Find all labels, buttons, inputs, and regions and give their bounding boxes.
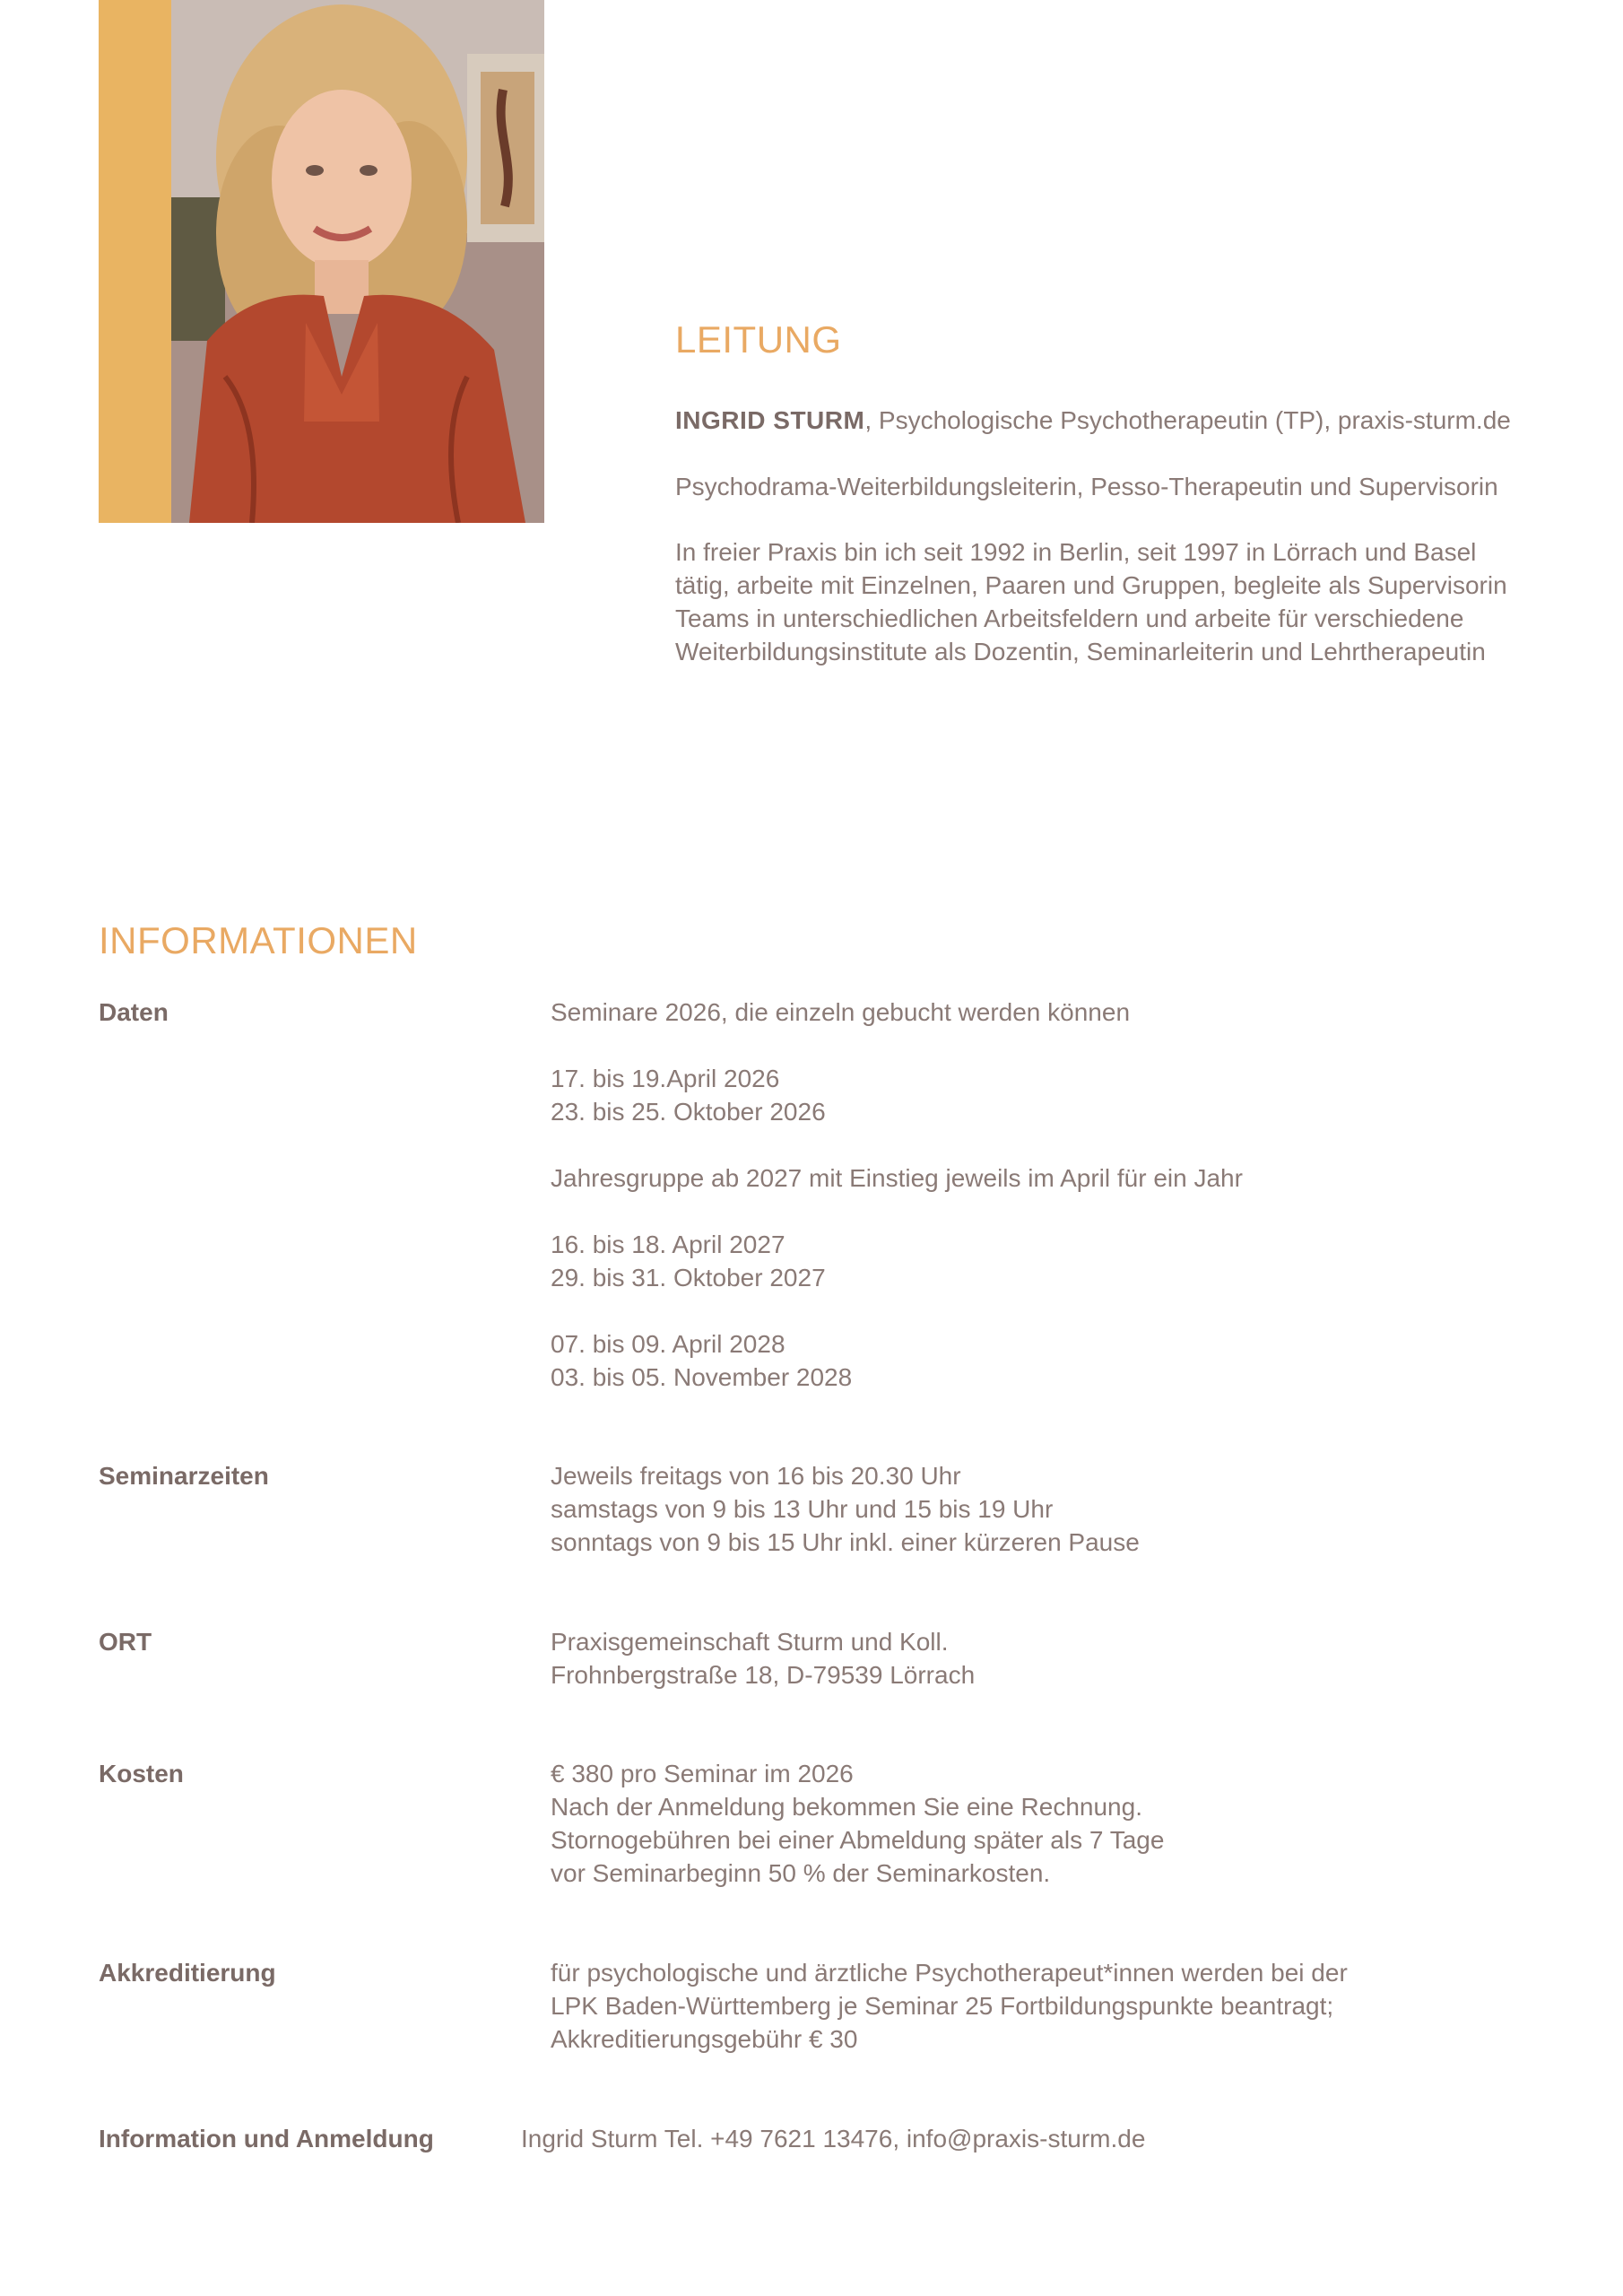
akkreditierung-line: LPK Baden-Württemberg je Seminar 25 Fortbildungspunkte beantragt; — [551, 1992, 1334, 2020]
akkreditierung-line: für psychologische und ärztliche Psychotherapeut*innen werden bei der — [551, 1959, 1348, 1987]
anmeldung-block — [521, 2122, 1552, 2155]
seminarzeiten-block — [551, 1459, 1582, 1559]
informationen-heading: INFORMATIONEN — [99, 919, 418, 961]
ort-block — [551, 1625, 1582, 1692]
akkreditierung-line: Akkreditierungsgebühr € 30 — [551, 2025, 858, 2053]
accent-bar — [99, 0, 171, 523]
bio-line: In freier Praxis bin ich seit 1992 in Berlin, seit 1997 in Lörrach und Basel — [675, 538, 1477, 566]
akkreditierung-block — [551, 1956, 1582, 2056]
bio-line: tätig, arbeite mit Einzelnen, Paaren und Gruppen, begleite als Supervisorin — [675, 571, 1507, 599]
jahresgruppe-text: Jahresgruppe ab 2027 mit Einstieg jeweils im April für ein Jahr — [551, 1164, 1243, 1192]
kosten-line: Nach der Anmeldung bekommen Sie eine Rechnung. — [551, 1793, 1142, 1821]
akkreditierung-label: Akkreditierung — [99, 1959, 276, 1987]
anmeldung-label: Information und Anmeldung — [99, 2125, 434, 2152]
leitung-name-line — [675, 404, 1554, 437]
leitung-heading: LEITUNG — [675, 318, 842, 361]
seminarzeiten-line: sonntags von 9 bis 15 Uhr inkl. einer kürzeren Pause — [551, 1528, 1140, 1556]
kosten-block — [551, 1757, 1582, 1890]
bio-line: Weiterbildungsinstitute als Dozentin, Seminarleiterin und Lehrtherapeutin — [675, 638, 1486, 665]
date-item: 16. bis 18. April 2027 — [551, 1231, 785, 1258]
seminarzeiten-line: samstags von 9 bis 13 Uhr und 15 bis 19 Uhr — [551, 1495, 1054, 1523]
leitung-name: INGRID STURM — [675, 406, 865, 434]
ort-line: Praxisgemeinschaft Sturm und Koll. — [551, 1628, 949, 1656]
kosten-line: € 380 pro Seminar im 2026 — [551, 1760, 854, 1787]
date-item: 03. bis 05. November 2028 — [551, 1363, 853, 1391]
seminarzeiten-line: Jeweils freitags von 16 bis 20.30 Uhr — [551, 1462, 961, 1490]
leitung-bio — [675, 535, 1554, 668]
ort-line: Frohnbergstraße 18, D-79539 Lörrach — [551, 1661, 976, 1689]
kosten-line: Stornogebühren bei einer Abmeldung später als 7 Tage — [551, 1826, 1165, 1854]
daten-block — [551, 996, 1582, 1394]
date-item: 23. bis 25. Oktober 2026 — [551, 1098, 826, 1126]
date-item: 07. bis 09. April 2028 — [551, 1330, 785, 1358]
seminarzeiten-label: Seminarzeiten — [99, 1462, 269, 1490]
daten-intro: Seminare 2026, die einzeln gebucht werden können — [551, 998, 1131, 1026]
kosten-label: Kosten — [99, 1760, 184, 1787]
leitung-roles: Psychodrama-Weiterbildungsleiterin, Pesso-Therapeutin und Supervisorin — [675, 473, 1498, 500]
daten-label: Daten — [99, 998, 169, 1026]
bio-line: Teams in unterschiedlichen Arbeitsfeldern und arbeite für verschiedene — [675, 604, 1464, 632]
anmeldung-contact: Ingrid Sturm Tel. +49 7621 13476, info@praxis-sturm.de — [521, 2125, 1146, 2152]
date-item: 29. bis 31. Oktober 2027 — [551, 1264, 826, 1292]
ort-label: ORT — [99, 1628, 152, 1656]
leitung-title: , Psychologische Psychotherapeutin (TP), praxis-sturm.de — [864, 406, 1511, 434]
date-item: 17. bis 19.April 2026 — [551, 1065, 780, 1092]
kosten-line: vor Seminarbeginn 50 % der Seminarkosten. — [551, 1859, 1051, 1887]
portrait-photo — [171, 0, 544, 523]
